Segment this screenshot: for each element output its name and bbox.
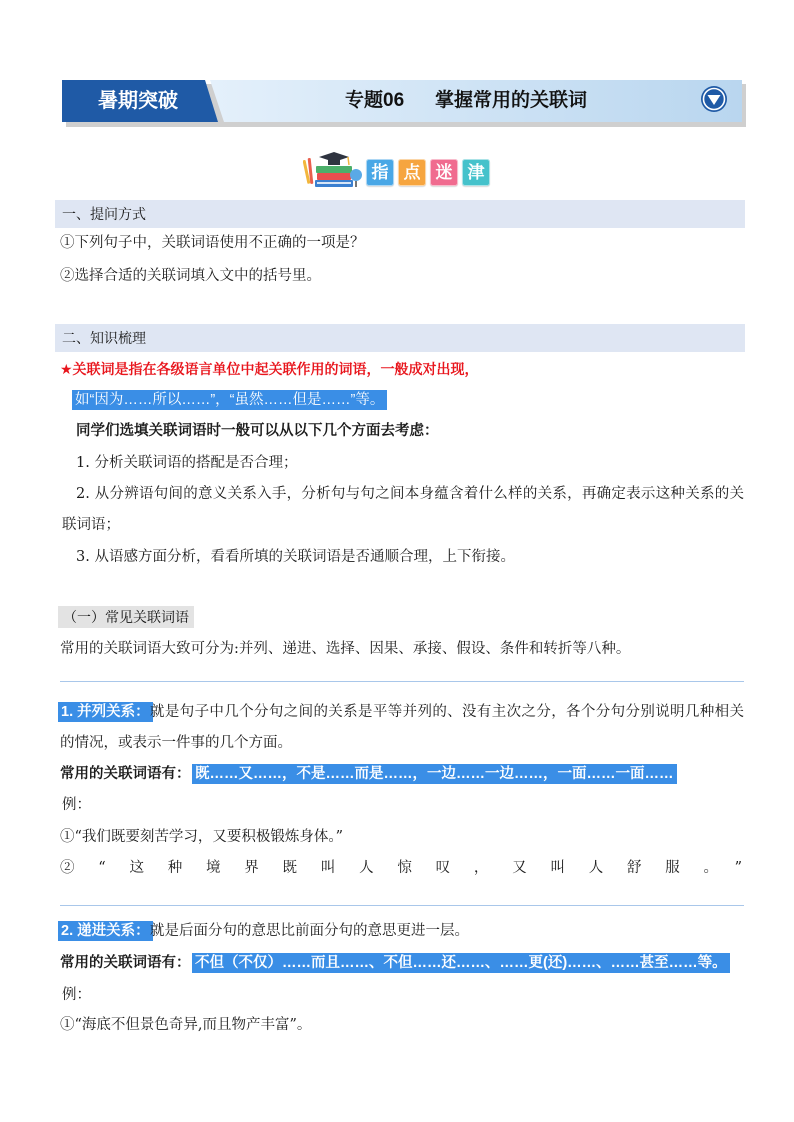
header-tag: 暑期突破: [98, 90, 178, 112]
question-item: ②选择合适的关联词填入文中的括号里。: [60, 268, 321, 284]
guide-char-jin: 津: [462, 159, 490, 186]
words-highlight: 既……又……，不是……而是……，一边……一边……，一面……一面……: [192, 764, 677, 784]
words-label: 常用的关联词语有：: [60, 955, 191, 971]
tip-item: 2. 从分辨语句间的意义关系入手，分析句与句之间本身蕴含着什么样的关系，再确定表示这种关系的关: [76, 486, 744, 502]
tips-intro: 同学们选填关联词语时一般可以从以下几个方面去考虑：: [76, 423, 439, 439]
example-label: 例：: [62, 797, 91, 813]
divider: [60, 681, 744, 682]
definition-example-highlight: 如“因为……所以……”，“虽然……但是……”等。: [72, 390, 387, 410]
words-list: [192, 764, 677, 784]
subheading-common-words: （一）常见关联词语: [58, 606, 194, 628]
overview-text: 常用的关联词语大致可分为:并列、递进、选择、因果、承接、假设、条件和转折等八种。: [60, 641, 631, 657]
books-icon: [303, 148, 363, 190]
example-label: 例：: [62, 987, 91, 1003]
section-bar-knowledge: [55, 324, 745, 352]
tip-item: 1. 分析关联词语的搭配是否合理；: [76, 455, 298, 471]
example-sentence: ①“海底不但景色奇异,而且物产丰富”。: [60, 1017, 312, 1033]
header-banner: [60, 78, 746, 128]
guide-char-dian: 点: [398, 159, 426, 186]
words-highlight: 不但（不仅）……而且……、不但……还……、……更(还)……、……甚至……等。: [192, 953, 730, 973]
example-sentence: ②“这种境界既叫人惊叹，又叫人舒服。”: [60, 860, 742, 876]
guide-char-mi: 迷: [430, 159, 458, 186]
section-bar-questions: [55, 200, 745, 228]
relation-label-progressive: [58, 921, 153, 941]
relation-description: 就是句子中几个分句之间的关系是平等并列的、没有主次之分，各个分句分别说明几种相关: [150, 704, 744, 720]
relation-label-highlight: 1. 并列关系：: [58, 702, 153, 722]
question-item: ①下列句子中，关联词语使用不正确的一项是？: [60, 235, 365, 251]
section-heading: 一、提问方式: [62, 206, 146, 222]
relation-description-continued: 的情况，或表示一件事的几个方面。: [60, 735, 292, 751]
guide-char-zhi: 指: [366, 159, 394, 186]
topic-title: 掌握常用的关联词: [435, 90, 588, 111]
dropdown-circle-icon[interactable]: [700, 85, 728, 113]
section-heading: 二、知识梳理: [62, 330, 146, 346]
definition-example: [72, 390, 387, 410]
divider: [60, 905, 744, 906]
example-sentence: ①“我们既要刻苦学习，又要积极锻炼身体。”: [60, 829, 344, 845]
words-list: [192, 953, 730, 973]
relation-label-parallel: [58, 702, 153, 722]
tip-item: 3. 从语感方面分析，看看所填的关联词语是否通顺合理，上下衔接。: [76, 549, 515, 565]
definition-text: ★关联词是指在各级语言单位中起关联作用的词语，一般成对出现，: [60, 361, 479, 377]
tip-item-continued: 联词语；: [62, 517, 120, 533]
topic-number: 专题06: [345, 90, 405, 111]
relation-description: 就是后面分句的意思比前面分句的意思更进一层。: [150, 923, 469, 939]
relation-label-highlight: 2. 递进关系：: [58, 921, 153, 941]
words-label: 常用的关联词语有：: [60, 766, 191, 782]
